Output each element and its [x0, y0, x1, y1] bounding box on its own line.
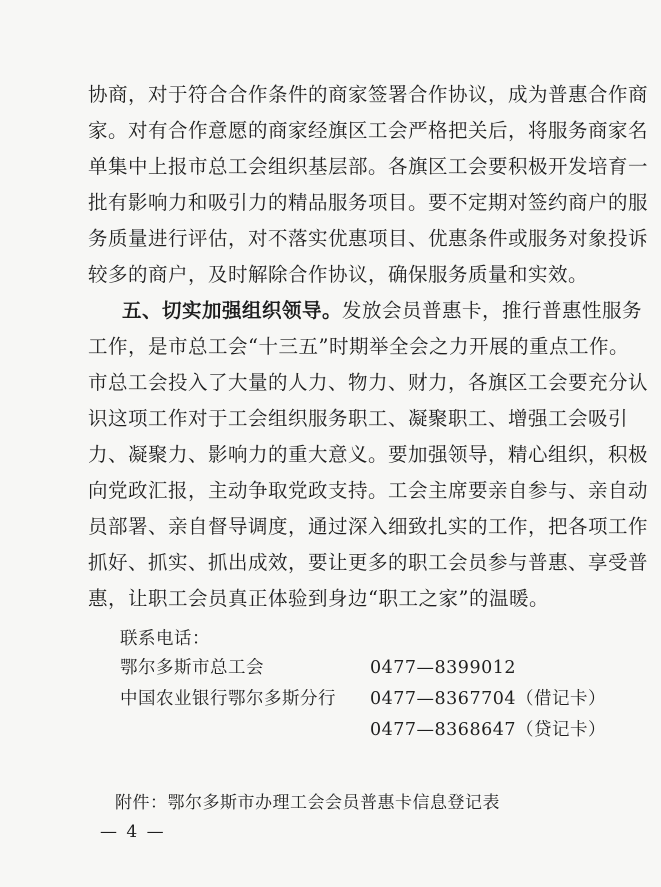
paragraph-cooperation	[88, 77, 649, 293]
text-line: 协商，对于符合合作条件的商家签署合作协议，成为普惠合作商	[88, 83, 649, 106]
contact-org: 鄂尔多斯市总工会	[120, 658, 264, 678]
contact-row	[120, 657, 516, 679]
contact-phone: 0477—8399012	[370, 658, 516, 678]
text-line: 市总工会投入了大量的人力、物力、财力，各旗区工会要充分认	[88, 371, 649, 394]
contact-org: 中国农业银行鄂尔多斯分行	[120, 689, 336, 709]
text-line: 单集中上报市总工会组织基层部。各旗区工会要积极开发培育一	[88, 155, 649, 178]
text-line: 向党政汇报，主动争取党政支持。工会主席要亲自参与、亲自动	[88, 479, 649, 502]
text-line: 较多的商户，及时解除合作协议，确保服务质量和实效。	[88, 263, 589, 286]
text-line: 抓好、抓实、抓出成效，要让更多的职工会员参与普惠、享受普	[88, 551, 649, 574]
text-line: 识这项工作对于工会组织服务职工、凝聚职工、增强工会吸引	[88, 407, 629, 430]
text-line: 力、凝聚力、影响力的重大意义。要加强领导，精心组织，积极	[88, 443, 649, 466]
text-line: 员部署、亲自督导调度，通过深入细致扎实的工作，把各项工作	[88, 515, 649, 538]
contact-row	[120, 688, 606, 710]
text-line: 批有影响力和吸引力的精品服务项目。要不定期对签约商户的服	[88, 191, 649, 214]
paragraph-leadership	[88, 293, 649, 617]
text-line: 工作，是市总工会“十三五”时期举全会之力开展的重点工作。	[88, 335, 629, 358]
text-line: 惠，让职工会员真正体验到身边“职工之家”的温暖。	[88, 587, 549, 610]
text-line: 务质量进行评估，对不落实优惠项目、优惠条件或服务对象投诉	[88, 227, 649, 250]
contact-phone: 0477—8367704（借记卡）	[370, 689, 606, 709]
text-line: 家。对有合作意愿的商家经旗区工会严格把关后，将服务商家名	[88, 119, 649, 142]
page-number: — 4 —	[100, 822, 166, 842]
contact-phone: 0477—8368647（贷记卡）	[370, 720, 606, 740]
attachment-note: 附件：鄂尔多斯市办理工会会员普惠卡信息登记表	[115, 793, 500, 813]
section-heading: 五、切实加强组织领导。	[122, 299, 343, 322]
contact-label: 联系电话：	[120, 629, 210, 649]
heading-continuation: 发放会员普惠卡，推行普惠性服务	[342, 299, 643, 322]
text-line	[88, 293, 643, 329]
